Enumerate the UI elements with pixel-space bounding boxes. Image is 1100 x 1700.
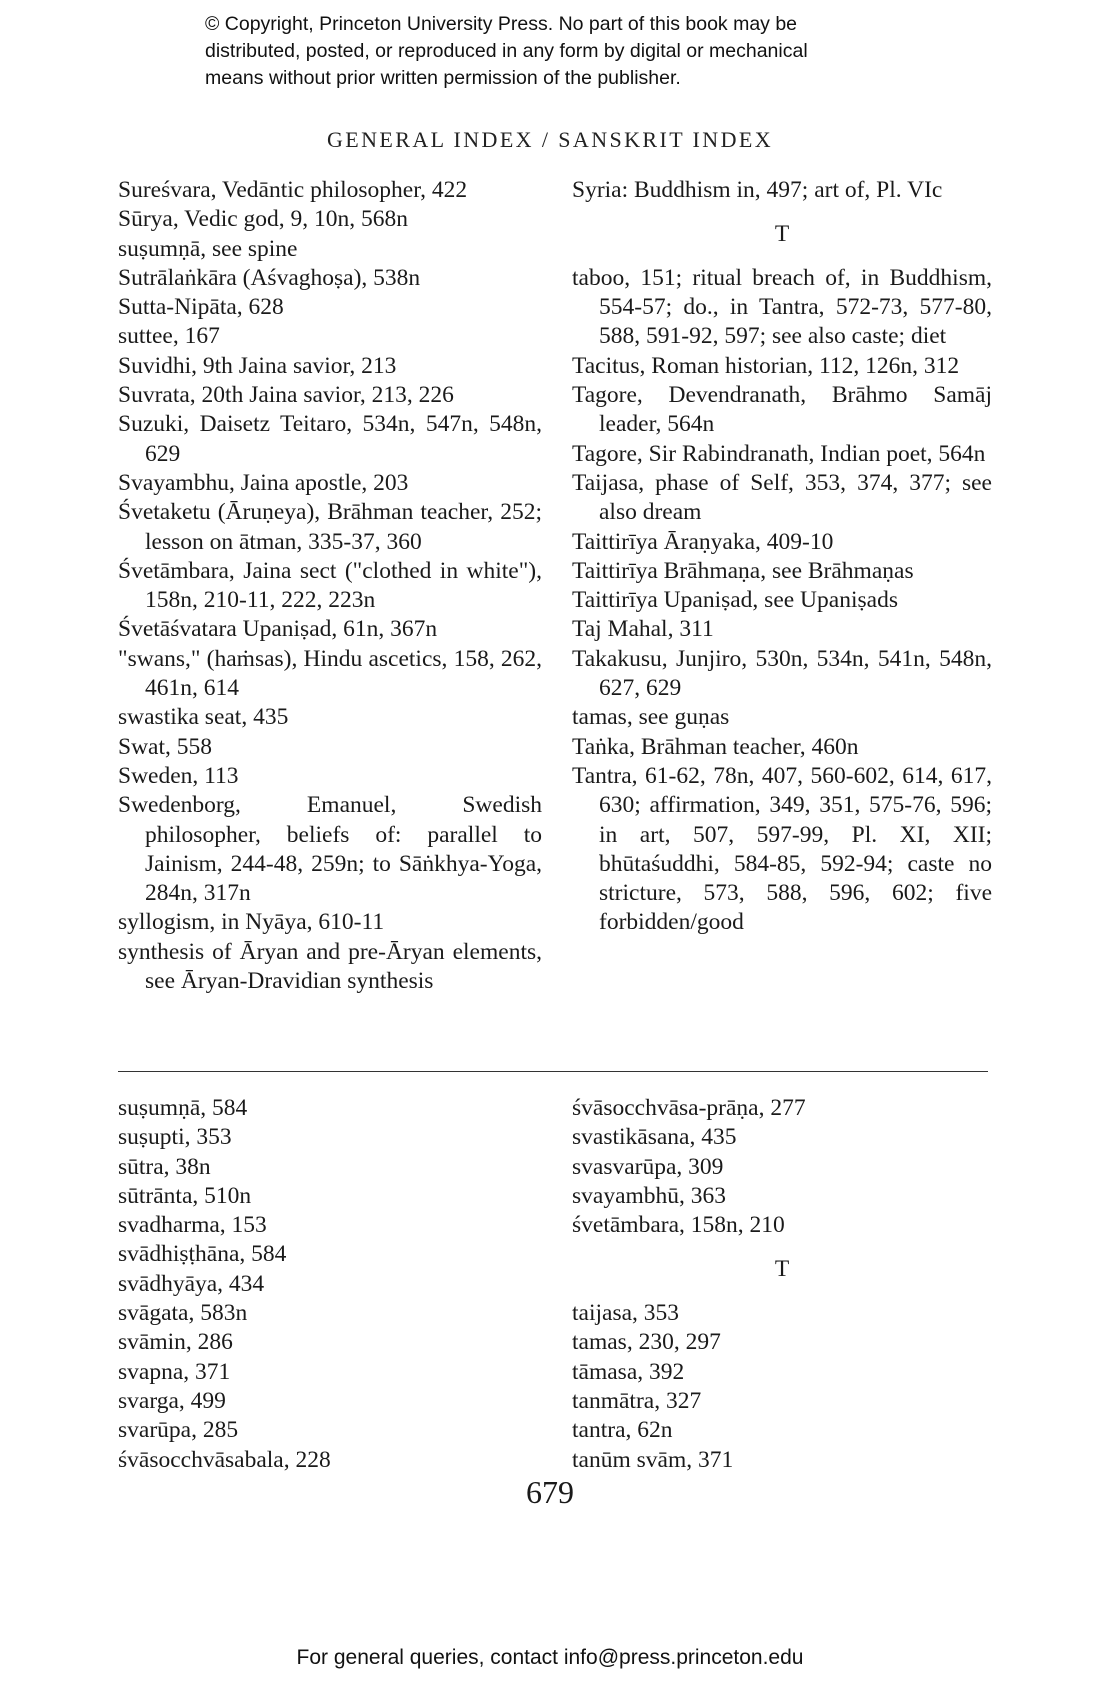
- index-entry: Suvrata, 20th Jaina savior, 213, 226: [118, 382, 454, 409]
- index-entry: Taj Mahal, 311: [572, 616, 714, 643]
- general-index-right-column: [572, 176, 992, 938]
- index-entry: Swat, 558: [118, 733, 212, 760]
- index-entry: Syria: Buddhism in, 497; art of, Pl. VIc: [572, 177, 943, 203]
- index-entry: svadharma, 153: [118, 1212, 267, 1239]
- index-entry: svastikāsana, 435: [572, 1124, 737, 1151]
- index-entry: tanūm svām, 371: [572, 1446, 734, 1473]
- index-entry: Taijasa, phase of Self, 353, 374, 377; see also dream: [572, 469, 992, 526]
- index-entry: sūtra, 38n: [118, 1153, 211, 1180]
- index-entry: Swedenborg, Emanuel, Swedish philosopher, beliefs of: parallel to Jainism, 244-48, 259n; to Sāṅkhya-Yoga, 284n, 317n: [118, 792, 542, 907]
- index-entry: Svayambhu, Jaina apostle, 203: [118, 469, 409, 496]
- copyright-line: © Copyright, Princeton University Press. No part of this book may be: [205, 13, 798, 35]
- index-entry: Sutta-Nipāta, 628: [118, 294, 284, 321]
- index-entry: suṣumṇā, 584: [118, 1095, 248, 1121]
- page-number: 679: [526, 1474, 574, 1510]
- footer-contact: For general queries, contact info@press.princeton.edu: [296, 1646, 804, 1669]
- section-letter-heading: T: [774, 1256, 790, 1283]
- index-entry: Sweden, 113: [118, 762, 239, 789]
- index-entry: Śvetaketu (Āruṇeya), Brāhman teacher, 252; lesson on ātman, 335-37, 360: [118, 499, 542, 555]
- index-entry: suṣupti, 353: [118, 1124, 232, 1151]
- index-entry: Tagore, Devendranath, Brāhmo Samāj leader, 564n: [572, 382, 992, 438]
- index-entry: śvetāmbara, 158n, 210: [572, 1212, 785, 1239]
- index-entry: suttee, 167: [118, 323, 220, 350]
- index-entry: Taittirīya Brāhmaṇa, see Brāhmaṇas: [572, 557, 914, 584]
- index-entry: tamas, 230, 297: [572, 1329, 721, 1356]
- index-entry: śvāsocchvāsabala, 228: [118, 1446, 331, 1473]
- index-entry: tantra, 62n: [572, 1417, 673, 1444]
- index-entry: Tacitus, Roman historian, 112, 126n, 312: [572, 352, 960, 379]
- index-entry: tanmātra, 327: [572, 1387, 702, 1414]
- sanskrit-index-left-column: [118, 1094, 542, 1475]
- index-entry: suṣumṇā, see spine: [118, 235, 298, 262]
- index-entry: tamas, see guṇas: [572, 704, 730, 731]
- index-entry: Suvidhi, 9th Jaina savior, 213: [118, 352, 397, 379]
- index-entry: Taittirīya Āraṇyaka, 409-10: [572, 528, 834, 555]
- index-entry: svādhyāya, 434: [118, 1270, 265, 1297]
- index-entry: svasvarūpa, 309: [572, 1153, 724, 1180]
- index-entry: swastika seat, 435: [118, 704, 289, 731]
- index-entry: "swans," (haṁsas), Hindu ascetics, 158, 262, 461n, 614: [118, 645, 542, 702]
- index-separator-rule: [118, 1071, 988, 1072]
- index-entry: syllogism, in Nyāya, 610-11: [118, 909, 385, 936]
- index-entry: Suzuki, Daisetz Teitaro, 534n, 547n, 548n, 629: [118, 411, 542, 467]
- index-entry: Śvetāśvatara Upaniṣad, 61n, 367n: [118, 616, 438, 643]
- index-entry: Sureśvara, Vedāntic philosopher, 422: [118, 177, 468, 203]
- sanskrit-index-right-column: [572, 1094, 992, 1475]
- index-entry: tāmasa, 392: [572, 1358, 685, 1385]
- index-entry: Tantra, 61-62, 78n, 407, 560-602, 614, 617, 630; affirmation, 349, 351, 575-76, 596; in art, 507, 597-99, Pl. XI, XII; bhūtaśuddhi, 584-85, 592-94; caste no stricture, 573, 588, 596, 602; five forbidden/good: [572, 762, 992, 936]
- index-entry: svāgata, 583n: [118, 1300, 248, 1327]
- index-entry: svarūpa, 285: [118, 1417, 239, 1444]
- index-entry: taijasa, 353: [572, 1300, 680, 1327]
- index-entry: Sūrya, Vedic god, 9, 10n, 568n: [118, 206, 409, 233]
- index-entry: svayambhū, 363: [572, 1182, 727, 1209]
- index-entry: Taṅka, Brāhman teacher, 460n: [572, 733, 859, 760]
- copyright-line: distributed, posted, or reproduced in any form by digital or mechanical: [205, 40, 808, 62]
- copyright-notice: [205, 11, 925, 92]
- index-entry: synthesis of Āryan and pre-Āryan elements, see Āryan-Dravidian synthesis: [118, 938, 542, 995]
- copyright-line: means without prior written permission of the publisher.: [205, 67, 681, 89]
- index-entry: taboo, 151; ritual breach of, in Buddhism, 554-57; do., in Tantra, 572-73, 577-80, 588, 591-92, 597; see also caste; diet: [572, 264, 992, 350]
- index-entry: Sutrālaṅkāra (Aśvaghoṣa), 538n: [118, 264, 421, 291]
- index-entry: Śvetāmbara, Jaina sect ("clothed in white"), 158n, 210-11, 222, 223n: [118, 557, 542, 614]
- index-entry: Taittirīya Upaniṣad, see Upaniṣads: [572, 587, 898, 614]
- index-entry: Takakusu, Junjiro, 530n, 534n, 541n, 548n, 627, 629: [572, 645, 992, 702]
- index-entry: śvāsocchvāsa-prāṇa, 277: [572, 1095, 806, 1121]
- general-index-left-column: [118, 176, 542, 996]
- index-entry: svapna, 371: [118, 1358, 231, 1385]
- index-entry: sūtrānta, 510n: [118, 1182, 252, 1209]
- index-entry: svādhiṣṭhāna, 584: [118, 1241, 287, 1268]
- index-entry: svarga, 499: [118, 1387, 226, 1414]
- index-entry: Tagore, Sir Rabindranath, Indian poet, 564n: [572, 440, 986, 467]
- section-letter-heading: T: [774, 221, 790, 248]
- index-entry: svāmin, 286: [118, 1329, 233, 1356]
- running-head: GENERAL INDEX / SANSKRIT INDEX: [327, 127, 773, 152]
